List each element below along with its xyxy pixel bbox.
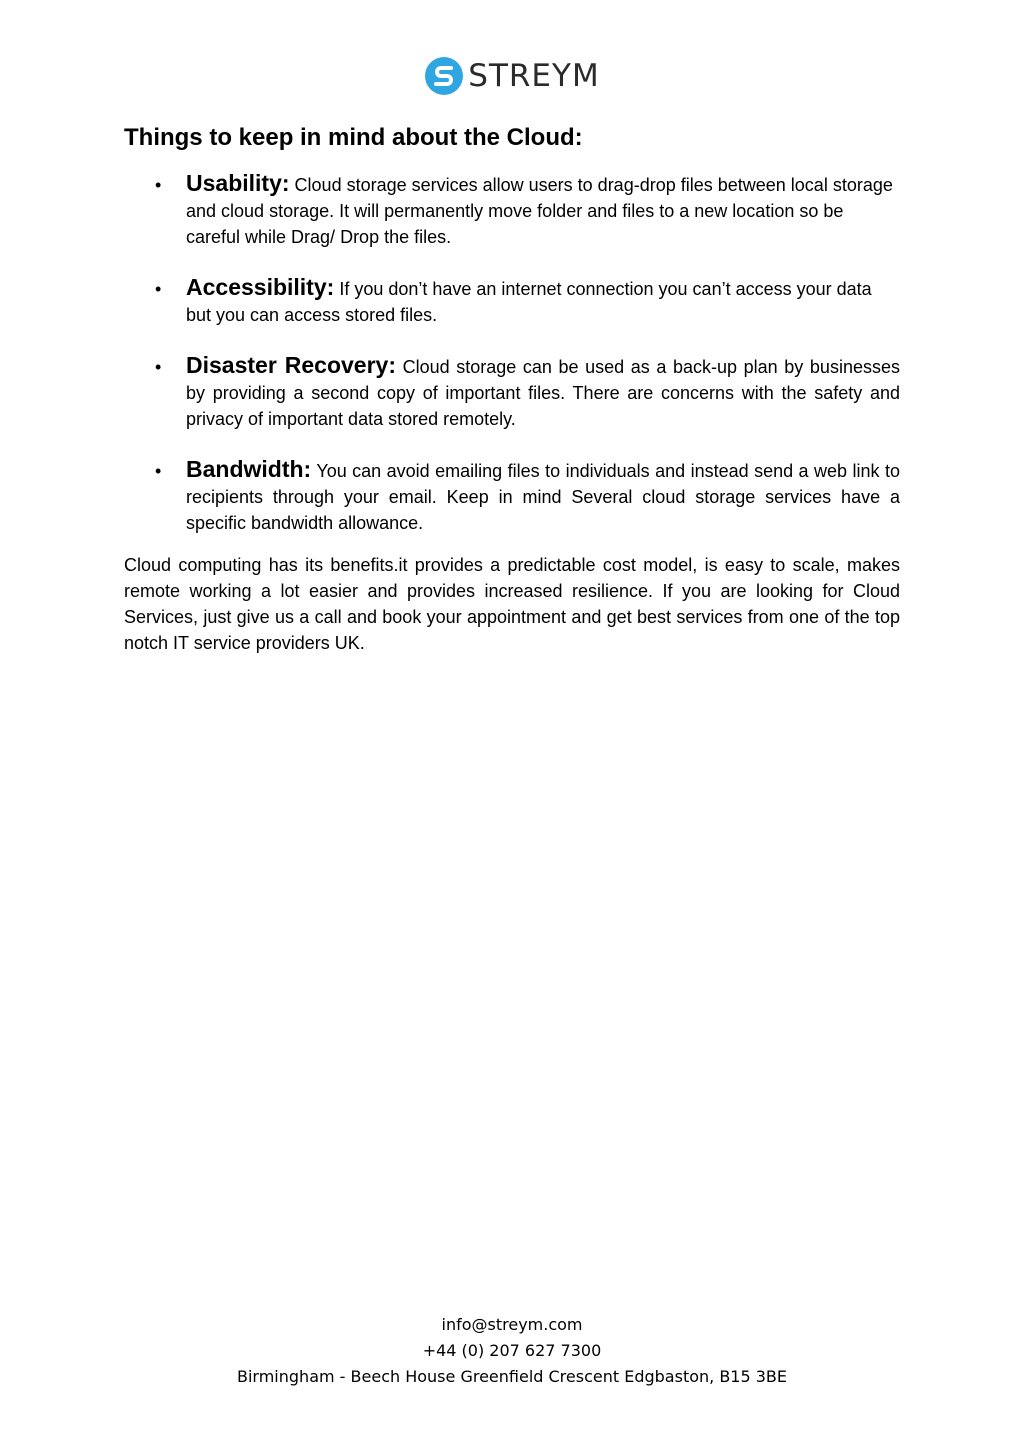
main-content (124, 120, 900, 656)
bullet-icon: • (155, 461, 162, 481)
header (0, 56, 1024, 96)
item-text: You can avoid emailing files to individuals and instead send a web link to recipients through your email. Keep in mind Several cloud storage services have a specific bandwidth allowance. (186, 461, 900, 533)
item-text: If you don’t have an internet connection you can’t access your data but you can access stored files. (186, 279, 872, 325)
item-term: Accessibility: (186, 274, 335, 300)
item-term: Usability: (186, 170, 290, 196)
bullet-list (124, 170, 900, 536)
streym-s-logo-icon (424, 56, 464, 96)
bullet-icon: • (155, 357, 162, 377)
item-text: Cloud storage services allow users to drag-drop files between local storage and cloud storage. It will permanently move folder and files to a new location so be careful while Drag/ Drop the files. (186, 175, 893, 247)
footer-address: Birmingham - Beech House Greenfield Crescent Edgbaston, B15 3BE (237, 1367, 787, 1386)
page-title: Things to keep in mind about the Cloud: (124, 124, 583, 151)
item-text: Cloud storage can be used as a back-up plan by businesses by providing a second copy of important files. There are concerns with the safety and privacy of important data stored remotely. (186, 357, 900, 429)
list-item-usability (124, 170, 900, 250)
footer (0, 1312, 1024, 1390)
summary-paragraph: Cloud computing has its benefits.it provides a predictable cost model, is easy to scale, makes remote working a lot easier and provides increased resilience. If you are looking for Cloud Services, just give us a call and book your appointment and get best services from one of the top notch IT service providers UK. (124, 555, 900, 653)
logo-text: STREYM (468, 58, 600, 94)
logo (424, 56, 599, 96)
list-item-bandwidth (124, 456, 900, 536)
item-term: Bandwidth: (186, 456, 312, 482)
list-item-disaster-recovery (124, 352, 900, 432)
footer-email: info@streym.com (441, 1315, 583, 1334)
bullet-icon: • (155, 175, 162, 195)
footer-phone: +44 (0) 207 627 7300 (422, 1341, 602, 1360)
list-item-accessibility (124, 274, 900, 328)
item-term: Disaster Recovery: (186, 352, 396, 378)
bullet-icon: • (155, 279, 162, 299)
